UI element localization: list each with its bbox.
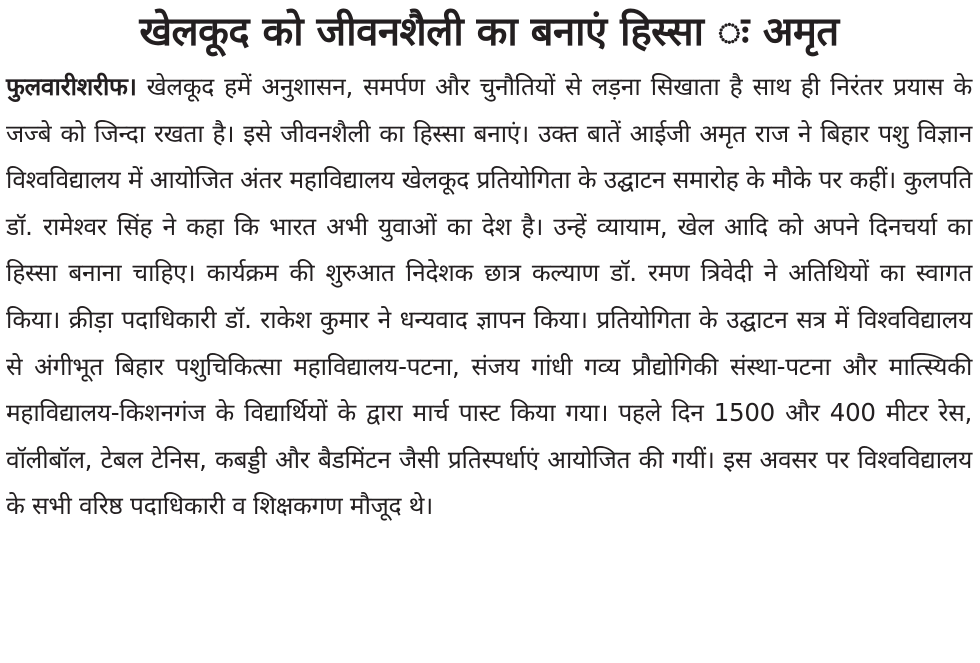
headline bbox=[6, 0, 972, 64]
dateline: फुलवारीशरीफ। bbox=[6, 72, 137, 101]
article-text: खेलकूद हमें अनुशासन, समर्पण और चुनौतियों से लड़ना सिखाता है साथ ही निरंतर प्रयास के जज्बे को जिन्दा रखता है। इसे जीवनशैली का हिस्सा बनाएं। उक्त बातें आईजी अमृत राज ने बिहार पशु विज्ञान विश्वविद्यालय में आयोजित अंतर महाविद्यालय खेलकूद प्रतियोगिता के उद्घाटन समारोह के मौके पर कहीं। कुलपति डॉ. रामेश्वर सिंह ने कहा कि भारत अभी युवाओं का देश है। उन्हें व्यायाम, खेल आदि को अपने दिनचर्या का हिस्सा बनाना चाहिए। कार्यक्रम की शुरुआत निदेशक छात्र कल्याण डॉ. रमण त्रिवेदी ने अतिथियों का स्वागत किया। क्रीड़ा पदाधिकारी डॉ. राकेश कुमार ने धन्यवाद ज्ञापन किया। प्रतियोगिता के उद्घाटन सत्र में विश्वविद्यालय से अंगीभूत बिहार पशुचिकित्सा महाविद्यालय-पटना, संजय गांधी गव्य प्रौद्योगिकी संस्था-पटना और मात्स्यिकी महाविद्यालय-किशनगंज के विद्यार्थियों के द्वारा मार्च पास्ट किया गया। पहले दिन 1500 और 400 मीटर रेस, वॉलीबॉल, टेबल टेनिस, कबड्डी और बैडमिंटन जैसी प्रतिस्पर्धाएं आयोजित की गयीं। इस अवसर पर विश्वविद्यालय के सभी वरिष्ठ पदाधिकारी व शिक्षकगण मौजूद थे। bbox=[6, 72, 972, 521]
article-body bbox=[6, 64, 972, 530]
headline-author: अमृत bbox=[762, 9, 839, 55]
headline-separator: ः bbox=[717, 9, 749, 55]
headline-title: खेलकूद को जीवनशैली का बनाएं हिस्सा bbox=[139, 9, 704, 55]
